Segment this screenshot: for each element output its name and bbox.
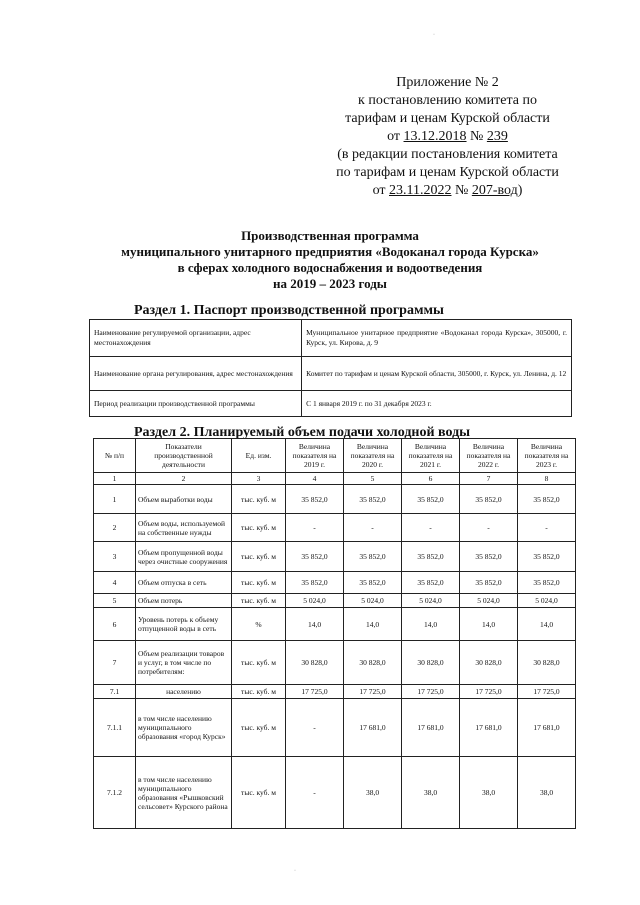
value-cell: 17 681,0 <box>460 699 518 757</box>
row-number: 7.1 <box>94 685 136 699</box>
value-cell: 14,0 <box>286 608 344 641</box>
table-row <box>94 685 576 699</box>
indicator-name: Объем пропущенной воды через очистные сооружения <box>136 542 232 572</box>
indicator-name: в том числе населению муниципального образования «Рышковский сельсовет» Курского района <box>136 757 232 829</box>
value-cell: 5 024,0 <box>344 594 402 608</box>
section-1-heading: Раздел 1. Паспорт производственной программы <box>134 303 444 318</box>
value-cell: 17 725,0 <box>518 685 576 699</box>
water-volume-table <box>93 438 576 829</box>
row-number: 4 <box>94 572 136 594</box>
appendix-line: к постановлению комитета по <box>358 93 537 108</box>
value-cell: 35 852,0 <box>518 542 576 572</box>
value-cell: 17 681,0 <box>402 699 460 757</box>
value-cell: 38,0 <box>460 757 518 829</box>
table-row <box>90 357 572 391</box>
unit: тыс. куб. м <box>232 485 286 514</box>
value-cell: 30 828,0 <box>286 641 344 685</box>
column-header: № п/п <box>94 439 136 473</box>
value-cell: 35 852,0 <box>286 485 344 514</box>
column-header: Величина показателя на 2020 г. <box>344 439 402 473</box>
row-number: 6 <box>94 608 136 641</box>
value-cell: 30 828,0 <box>344 641 402 685</box>
column-number: 2 <box>136 473 232 485</box>
value-cell: 35 852,0 <box>460 485 518 514</box>
value-cell: 30 828,0 <box>518 641 576 685</box>
unit: тыс. куб. м <box>232 757 286 829</box>
indicator-name: Объем выработки воды <box>136 485 232 514</box>
appendix-date-line: от 23.11.2022 № 207-вод) <box>372 183 523 198</box>
column-header: Величина показателя на 2022 г. <box>460 439 518 473</box>
value-cell: 35 852,0 <box>518 485 576 514</box>
value-cell: 35 852,0 <box>344 485 402 514</box>
value-cell: 14,0 <box>460 608 518 641</box>
indicator-name: Уровень потерь к объему отпущенной воды в сеть <box>136 608 232 641</box>
column-number: 3 <box>232 473 286 485</box>
value-cell: 35 852,0 <box>402 572 460 594</box>
column-header: Величина показателя на 2019 г. <box>286 439 344 473</box>
indicator-name: в том числе населению муниципального образования «город Курск» <box>136 699 232 757</box>
row-number: 3 <box>94 542 136 572</box>
value-cell: - <box>518 514 576 542</box>
appendix-line: по тарифам и ценам Курской области <box>336 165 559 180</box>
passport-table <box>89 319 572 417</box>
passport-label: Наименование регулируемой организации, адрес местонахождения <box>90 320 302 357</box>
resolution-number: 239 <box>486 129 508 144</box>
scan-mark: · <box>433 32 435 38</box>
value-cell: 35 852,0 <box>286 572 344 594</box>
value-cell: 38,0 <box>344 757 402 829</box>
value-cell: 17 725,0 <box>286 685 344 699</box>
row-number: 1 <box>94 485 136 514</box>
unit: тыс. куб. м <box>232 572 286 594</box>
passport-value: Комитет по тарифам и ценам Курской области, 305000, г. Курск, ул. Ленина, д. 12 <box>302 357 572 391</box>
appendix-block <box>330 74 565 200</box>
value-cell: 17 725,0 <box>460 685 518 699</box>
table-row <box>90 391 572 417</box>
column-number: 4 <box>286 473 344 485</box>
value-cell: - <box>460 514 518 542</box>
passport-value: С 1 января 2019 г. по 31 декабря 2023 г. <box>302 391 572 417</box>
unit: тыс. куб. м <box>232 685 286 699</box>
column-header: Величина показателя на 2021 г. <box>402 439 460 473</box>
header-row <box>94 439 576 473</box>
document-title: Производственная программа муниципального унитарного предприятия «Водоканал города Курска» в сферах холодного водоснабжения и водоотведения на 2019 – 2023 годы <box>121 228 539 291</box>
unit: % <box>232 608 286 641</box>
passport-label: Наименование органа регулирования, адрес местонахождения <box>90 357 302 391</box>
column-number: 1 <box>94 473 136 485</box>
table-row <box>94 514 576 542</box>
value-cell: 38,0 <box>402 757 460 829</box>
passport-label: Период реализации производственной программы <box>90 391 302 417</box>
value-cell: 35 852,0 <box>402 485 460 514</box>
row-number: 2 <box>94 514 136 542</box>
value-cell: - <box>286 699 344 757</box>
table-row <box>94 594 576 608</box>
appendix-line: (в редакции постановления комитета <box>337 147 558 162</box>
value-cell: 17 681,0 <box>344 699 402 757</box>
value-cell: 14,0 <box>518 608 576 641</box>
value-cell: 17 725,0 <box>344 685 402 699</box>
value-cell: 5 024,0 <box>518 594 576 608</box>
value-cell: 14,0 <box>344 608 402 641</box>
table-row <box>94 641 576 685</box>
value-cell: 17 725,0 <box>402 685 460 699</box>
row-number: 7.1.2 <box>94 757 136 829</box>
unit: тыс. куб. м <box>232 699 286 757</box>
section-2-heading: Раздел 2. Планируемый объем подачи холодной воды <box>134 425 471 440</box>
column-header: Величина показателя на 2023 г. <box>518 439 576 473</box>
value-cell: - <box>402 514 460 542</box>
passport-value: Муниципальное унитарное предприятие «Водоканал города Курска», 305000, г. Курск, ул. Кирова, д. 9 <box>302 320 572 357</box>
column-header: Ед. изм. <box>232 439 286 473</box>
table-row <box>94 542 576 572</box>
indicator-name: Объем потерь <box>136 594 232 608</box>
value-cell: 5 024,0 <box>402 594 460 608</box>
appendix-date-line: от 13.12.2018 № 239 <box>387 129 508 144</box>
column-number: 7 <box>460 473 518 485</box>
value-cell: 30 828,0 <box>402 641 460 685</box>
value-cell: 5 024,0 <box>460 594 518 608</box>
value-cell: 5 024,0 <box>286 594 344 608</box>
indicator-name: Объем отпуска в сеть <box>136 572 232 594</box>
table-row <box>94 757 576 829</box>
column-header: Показатели производственной деятельности <box>136 439 232 473</box>
value-cell: 14,0 <box>402 608 460 641</box>
unit: тыс. куб. м <box>232 641 286 685</box>
revision-number: 207-вод <box>471 183 518 198</box>
table-row <box>94 485 576 514</box>
value-cell: 17 681,0 <box>518 699 576 757</box>
value-cell: 35 852,0 <box>518 572 576 594</box>
value-cell: 30 828,0 <box>460 641 518 685</box>
column-number: 8 <box>518 473 576 485</box>
table-row <box>94 699 576 757</box>
value-cell: 35 852,0 <box>344 572 402 594</box>
table-row <box>94 608 576 641</box>
table-row <box>94 572 576 594</box>
appendix-line: тарифам и ценам Курской области <box>345 111 550 126</box>
value-cell: 35 852,0 <box>460 572 518 594</box>
column-number: 5 <box>344 473 402 485</box>
scan-mark: · <box>294 868 296 874</box>
column-number: 6 <box>402 473 460 485</box>
value-cell: 38,0 <box>518 757 576 829</box>
indicator-name: населению <box>136 685 232 699</box>
value-cell: - <box>286 757 344 829</box>
unit: тыс. куб. м <box>232 514 286 542</box>
resolution-date: 13.12.2018 <box>403 129 467 144</box>
indicator-name: Объем воды, используемой на собственные нужды <box>136 514 232 542</box>
revision-date: 23.11.2022 <box>389 183 452 198</box>
value-cell: 35 852,0 <box>402 542 460 572</box>
row-number: 7.1.1 <box>94 699 136 757</box>
row-number: 5 <box>94 594 136 608</box>
value-cell: - <box>344 514 402 542</box>
value-cell: 35 852,0 <box>460 542 518 572</box>
row-number: 7 <box>94 641 136 685</box>
unit: тыс. куб. м <box>232 594 286 608</box>
value-cell: - <box>286 514 344 542</box>
column-number-row <box>94 473 576 485</box>
table-row <box>90 320 572 357</box>
value-cell: 35 852,0 <box>344 542 402 572</box>
indicator-name: Объем реализации товаров и услуг, в том числе по потребителям: <box>136 641 232 685</box>
appendix-line: Приложение № 2 <box>396 75 499 90</box>
unit: тыс. куб. м <box>232 542 286 572</box>
value-cell: 35 852,0 <box>286 542 344 572</box>
